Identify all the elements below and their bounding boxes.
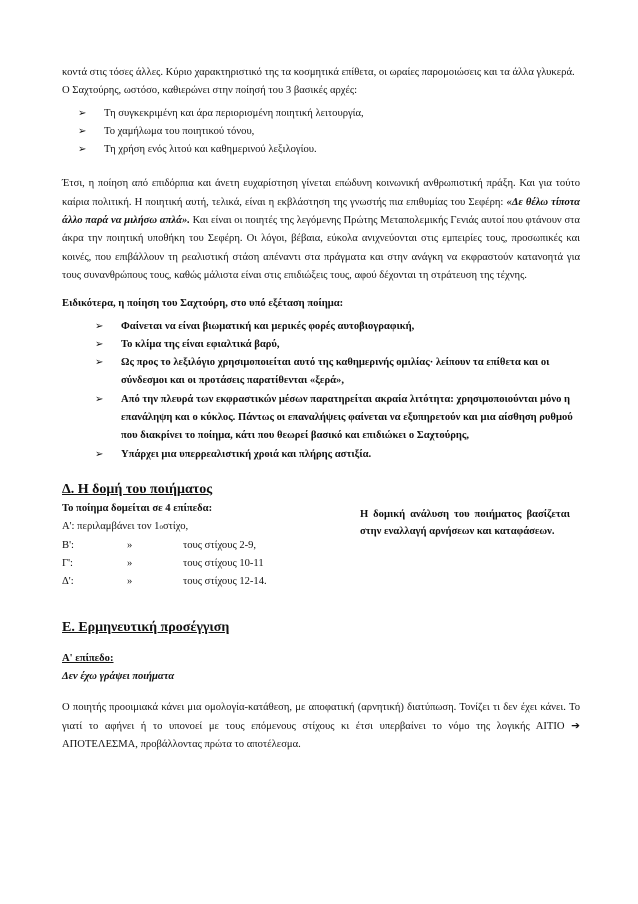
principles-list (62, 105, 580, 160)
list-item: ➢ Το κλίμα της είναι εφιαλτικά βαρύ, (95, 336, 580, 354)
arrow-bullet-icon: ➢ (95, 357, 104, 369)
section-e-title: Ε. Ερμηνευτική προσέγγιση (62, 619, 230, 635)
level-row: Β': » τους στίχους 2-9, (62, 539, 257, 551)
arrow-bullet-icon: ➢ (78, 144, 87, 156)
level-row: Γ': » τους στίχους 10-11 (62, 557, 264, 569)
arrow-bullet-icon: ➢ (95, 393, 104, 405)
structure-block (62, 500, 580, 588)
arrow-bullet-icon: ➢ (95, 448, 104, 460)
list-item: ➢ Ως προς το λεξιλόγιο χρησιμοποιείται αυτό της καθημερινής ομιλίας· λείπουν τα επίθετα και οι σύνδεσμοι και οι προτάσεις παρατίθενται «ξερά», (95, 354, 580, 391)
arrow-bullet-icon: ➢ (95, 320, 104, 332)
section-d-title: Δ. Η δομή του ποιήματος (62, 481, 213, 497)
intro-principles-lead: Ο Σαχτούρης, ωστόσο, καθιερώνει στην ποίησή του 3 βασικές αρχές: (62, 85, 358, 97)
specific-list (62, 318, 580, 464)
intro-paragraph: κοντά στις τόσες άλλες. Κύριο χαρακτηριστικό της τα κοσμητικά επίθετα, οι ωραίες παρομοιώσεις και τα άλλα γλυκερά. (62, 67, 575, 78)
list-item: ➢ Φαίνεται να είναι βιωματική και μερικές φορές αυτοβιογραφική, (95, 318, 580, 336)
list-item: ➢ Το χαμήλωμα του ποιητικού τόνου, (78, 123, 580, 141)
list-item: ➢ Τη συγκεκριμένη και άρα περιορισμένη ποιητική λειτουργία, (78, 105, 580, 123)
right-arrow-icon: ➔ (571, 719, 580, 732)
list-item: ➢ Από την πλευρά των εκφραστικών μέσων παρατηρείται ακραία λιτότητα: χρησιμοποιούνται μόνο η επανάληψη και ο κύκλος. Πάντως οι επαναλήψεις φαίνεται να εξυπηρετούν και μια αίσθηση ρυθμού που διακρίνει το ποίημα, κάτι που θεωρεί βασικό και επιδιώκει ο Σαχτούρης, (95, 391, 580, 446)
level-subtitle: Δεν έχω γράψει ποιήματα (62, 671, 175, 683)
arrow-bullet-icon: ➢ (78, 125, 87, 137)
structure-note: Η δομική ανάλυση του ποιήματος βασίζεται στην εναλλαγή αρνήσεων και καταφάσεων. (360, 508, 570, 537)
structure-levels (62, 500, 322, 591)
arrow-bullet-icon: ➢ (78, 107, 87, 119)
document-page (62, 64, 580, 754)
level-row: Α': περιλαμβάνει τον 1 ο στίχο, (62, 521, 189, 533)
level-row: Δ': » τους στίχους 12-14. (62, 576, 267, 588)
list-item: ➢ Υπάρχει μια υπερρεαλιστική χροιά και πλήρης αστιξία. (95, 446, 580, 464)
seferis-quote: «Δε θέλω τίποτα άλλο παρά να μιλήσω απλά». (62, 196, 581, 227)
arrow-bullet-icon: ➢ (95, 338, 104, 350)
structure-subheading: Το ποίημα δομείται σε 4 επίπεδα: (62, 502, 213, 514)
specific-heading: Ειδικότερα, η ποίηση του Σαχτούρη, στο υπό εξέταση ποίημα: (62, 298, 344, 310)
interpretation-paragraph: Ο ποιητής προοιμιακά κάνει μια ομολογία-κατάθεση, με αποφατική (αρνητική) διατύπωση. Τονίζει τι δεν έχει κάνει. Το γιατί το αφήνει ή το υπονοεί με τους επόμενους στίχους κι έτσι υπερβαίνει το νόμο της λογικής ΑΙΤΙΟ ➔ ΑΠΟΤΕΛΕΣΜΑ, προβάλλοντας πρώτα το αποτέλεσμα. (62, 701, 580, 751)
seferis-paragraph: Έτσι, η ποίηση από επιδόρπια και άνετη ευχαρίστηση γίνεται επώδυνη κοινωνική ανθρωπιστική πράξη. Και για τούτο καίρια πολιτική. Η ποιητική αυτή, τελικά, είναι η εκβλάστηση της γνωστής πια επιθυμίας του Σεφέρη: «Δε θέλω τίποτα άλλο παρά να μιλήσω απλά». Και είναι οι ποιητές της λεγόμενης Πρώτης Μεταπολεμικής Γενιάς αυτοί που φτάνουν στα άκρα την ποιητική υποθήκη του Σεφέρη. Οι λόγοι, βέβαια, εύκολα ανιχνεύονται στις εμπειρίες τους, προσωπικές και κοινές, που επιβάλλουν τη ρεαλιστική στάση απέναντι στα πράγματα και στην ανάγκη να εκφραστούν κατανοητά για τους συνανθρώπους τους, καθώς μάλιστα είναι στις επιδιώξεις τους, αφού δέχονται τη στράτευση της τέχνης. (62, 178, 581, 281)
level-heading: Α' επίπεδο: (62, 652, 114, 664)
list-item: ➢ Τη χρήση ενός λιτού και καθημερινού λεξιλογίου. (78, 141, 580, 159)
